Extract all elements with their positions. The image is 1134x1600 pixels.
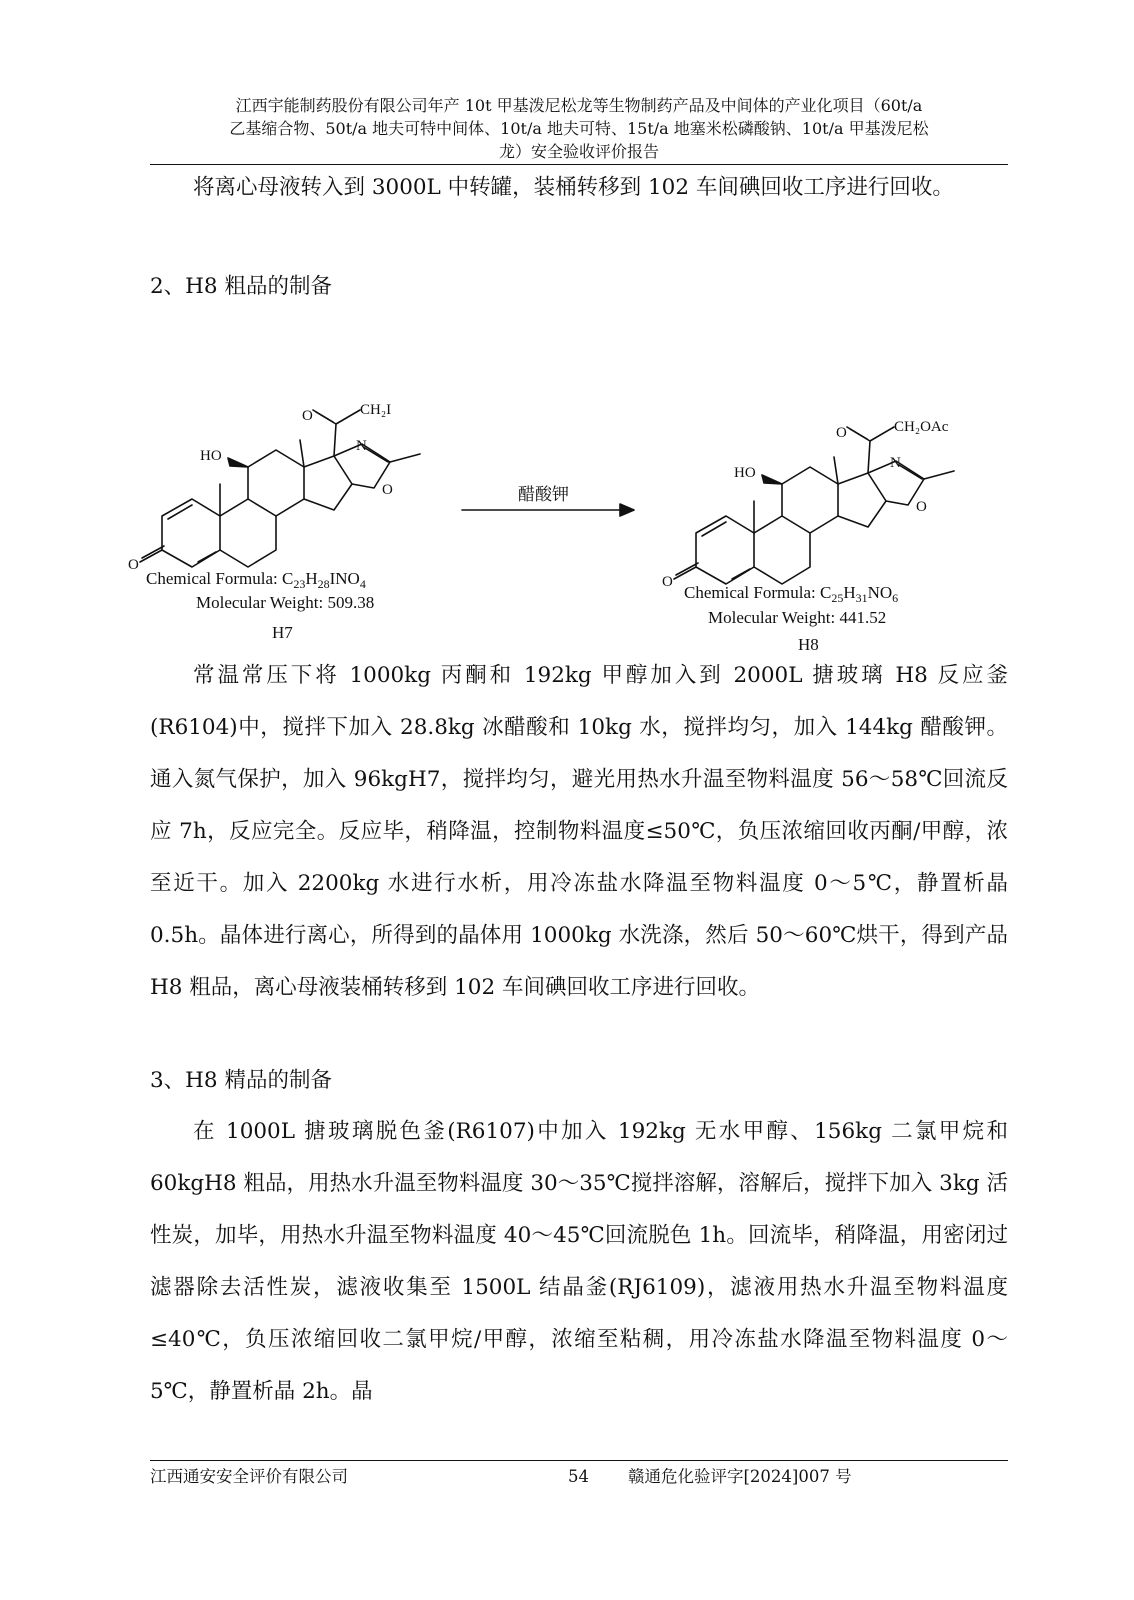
h7-o-label: O xyxy=(382,482,393,498)
h7-weight: Molecular Weight: 509.38 xyxy=(196,593,375,612)
footer-divider xyxy=(150,1460,1008,1461)
intro-paragraph: 将离心母液转入到 3000L 中转罐，装桶转移到 102 车间碘回收工序进行回收。 xyxy=(193,175,954,200)
h7-ch2i-label: CH₂I xyxy=(360,402,392,418)
h8-label: H8 xyxy=(798,635,819,652)
header-line-1: 江西宇能制药股份有限公司年产 10t 甲基泼尼松龙等生物制药产品及中间体的产业化项目（60t/a xyxy=(235,96,923,115)
header-line-3: 龙）安全验收评价报告 xyxy=(498,142,659,161)
reaction-arrow xyxy=(462,504,634,516)
reaction-scheme xyxy=(120,392,1020,652)
footer-page-number: 54 xyxy=(568,1467,589,1486)
h8-ho-label: HO xyxy=(734,465,756,481)
h7-formula: Chemical Formula: $C_{23}H_{28}INO_4$ xyxy=(146,569,366,591)
section-heading-2: 2、H8 粗品的制备 xyxy=(150,274,332,299)
section-2-paragraph: 常温常压下将 1000kg 丙酮和 192kg 甲醇加入到 2000L 搪玻璃 H8 反应釜(R6104)中，搅拌下加入 28.8kg 冰醋酸和 10kg 水，搅拌均匀，加入 144kg 醋酸钾。通入氮气保护，加入 96kgH7，搅拌均匀，避光用热水升温至物料温度 56～58℃回流反应 7h，反应完全。反应毕，稍降温，控制物料温度≤50℃，负压浓缩回收丙酮/甲醇，浓至近干。加入 2200kg 水进行水析，用冷冻盐水降温至物料温度 0～5℃，静置析晶 0.5h。晶体进行离心，所得到的晶体用 1000kg 水洗涤，然后 50～60℃烘干，得到产品 H8 粗品，离心母液装桶转移到 102 车间碘回收工序进行回收。 xyxy=(150,663,1008,1000)
footer-company: 江西通安安全评价有限公司 xyxy=(150,1467,348,1486)
h8-ketone-o: O xyxy=(662,574,673,590)
section-3-paragraph: 在 1000L 搪玻璃脱色釜(R6107)中加入 192kg 无水甲醇、156kg 二氯甲烷和 60kgH8 粗品，用热水升温至物料温度 30～35℃搅拌溶解，溶解后，搅拌下加入 3kg 活性炭，加毕，用热水升温至物料温度 40～45℃回流脱色 1h。回流毕，稍降温，用密闭过滤器除去活性炭，滤液收集至 1500L 结晶釜(RJ6109)，滤液用热水升温至物料温度≤40℃，负压浓缩回收二氯甲烷/甲醇，浓缩至粘稠，用冷冻盐水降温至物料温度 0～5℃，静置析晶 2h。晶 xyxy=(150,1119,1008,1404)
section-heading-3: 3、H8 精品的制备 xyxy=(150,1068,332,1093)
h8-structure xyxy=(674,427,954,584)
footer-doc-number: 赣通危化验评字[2024]007 号 xyxy=(628,1467,852,1486)
h8-ch2oac-label: CH₂OAc xyxy=(894,419,949,435)
h8-n-label: N xyxy=(890,455,901,471)
page-header xyxy=(150,94,1008,163)
h8-o-label: O xyxy=(916,499,927,515)
h7-structure xyxy=(140,410,420,567)
h7-carbonyl-o: O xyxy=(302,408,313,424)
h8-weight: Molecular Weight: 441.52 xyxy=(708,608,887,627)
h7-ho-label: HO xyxy=(200,448,222,464)
reagent-label: 醋酸钾 xyxy=(518,485,569,505)
h8-carbonyl-o: O xyxy=(836,425,847,441)
h7-label: H7 xyxy=(272,623,293,642)
header-line-2: 乙基缩合物、50t/a 地夫可特中间体、10t/a 地夫可特、15t/a 地塞米松磷酸钠、10t/a 甲基泼尼松 xyxy=(229,119,929,138)
h8-formula: Chemical Formula: $C_{25}H_{31}NO_6$ xyxy=(684,583,899,605)
h7-n-label: N xyxy=(356,438,367,454)
h7-ketone-o: O xyxy=(128,557,139,573)
